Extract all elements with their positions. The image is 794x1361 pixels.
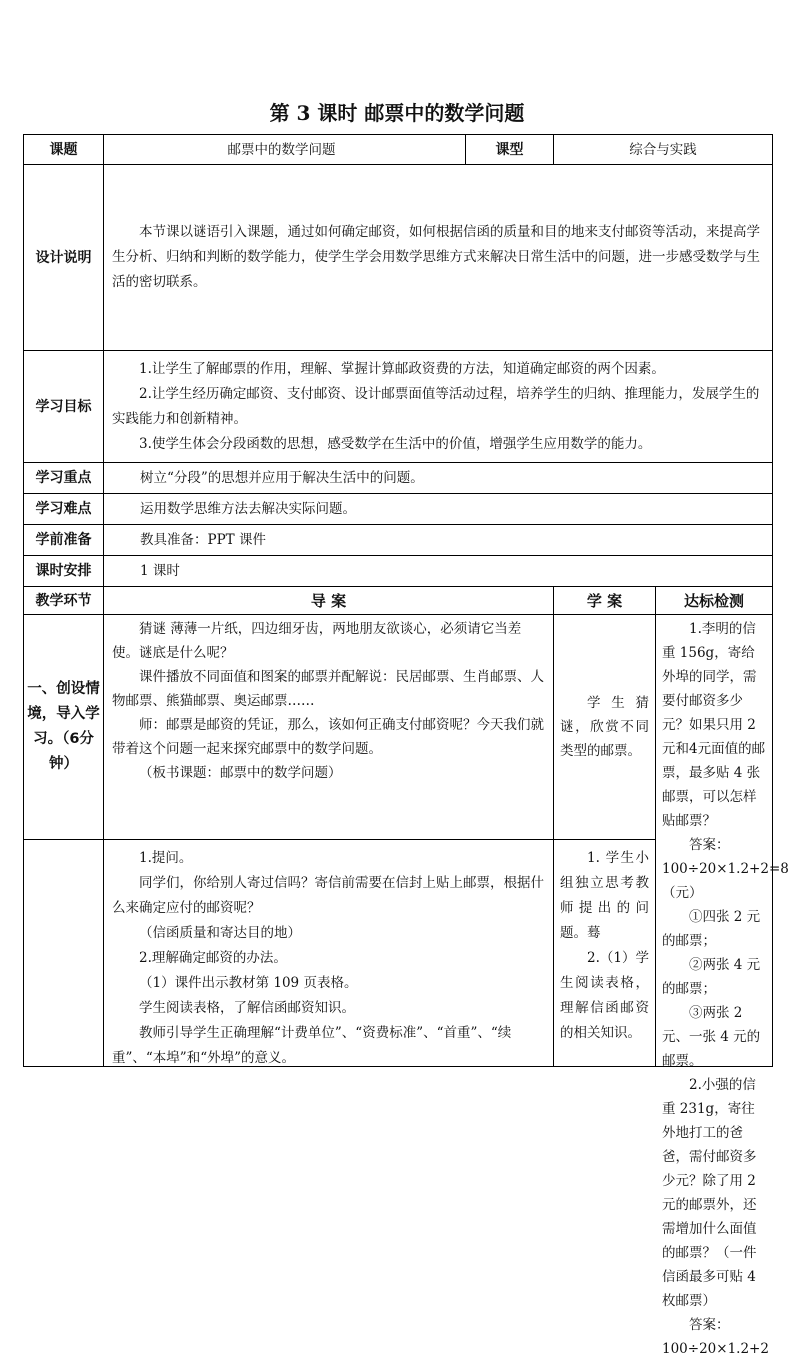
section-2-guide-p7: 教师引导学生正确理解“计费单位”、“资费标准”、“首重”、“续重”、“本埠”和“外埠”的意义。 bbox=[112, 1025, 512, 1066]
prep-label: 学前准备 bbox=[24, 525, 104, 556]
section-1-study: 学生猜谜，欣赏不同类型的邮票。 bbox=[560, 695, 649, 759]
design-label: 设计说明 bbox=[24, 165, 104, 351]
design-row bbox=[24, 165, 773, 351]
difficulty-text: 运用数学思维方法去解决实际问题。 bbox=[104, 494, 773, 525]
lesson-label: 课题 bbox=[24, 135, 104, 165]
check-cell bbox=[656, 615, 789, 1357]
difficulty-label: 学习难点 bbox=[24, 494, 104, 525]
section-2-study-p2: 2.（1）学生阅读表格，理解信函邮资的相关知识。 bbox=[560, 950, 649, 1041]
schedule-text: 1 课时 bbox=[104, 556, 773, 587]
study-column-header: 学 案 bbox=[554, 587, 656, 615]
section-2-guide bbox=[104, 840, 554, 1067]
key-point-text: 树立“分段”的思想并应用于解决生活中的问题。 bbox=[104, 463, 773, 494]
section-1-guide-p3: 师：邮票是邮资的凭证，那么，该如何正确支付邮资呢？今天我们就带着这个问题一起来探究邮票中的数学问题。 bbox=[112, 717, 544, 757]
section-2-guide-p5: （1）课件出示教材第 109 页表格。 bbox=[139, 975, 358, 991]
lesson-plan-grid bbox=[23, 134, 789, 1357]
type-value: 综合与实践 bbox=[554, 135, 773, 165]
key-point-label: 学习重点 bbox=[24, 463, 104, 494]
section-1-row bbox=[24, 615, 773, 840]
section-2-study-p1: 1. 学生小组独立思考教师提出的问题。蓦 bbox=[560, 850, 649, 941]
section-1-guide-p2: 课件播放不同面值和图案的邮票并配解说：民居邮票、生肖邮票、人物邮票、熊猫邮票、奥运邮票…… bbox=[112, 669, 544, 709]
prep-text: 教具准备：PPT 课件 bbox=[104, 525, 773, 556]
column-header-row bbox=[24, 587, 773, 615]
header-row bbox=[24, 135, 773, 165]
section-2-guide-p6: 学生阅读表格，了解信函邮资知识。 bbox=[139, 1000, 355, 1016]
prep-row bbox=[24, 525, 773, 556]
section-1-guide bbox=[104, 615, 554, 840]
check-column-header: 达标检测 bbox=[656, 587, 773, 615]
goal-item-3: 3.使学生体会分段函数的思想，感受数学在生活中的价值，增强学生应用数学的能力。 bbox=[139, 435, 652, 452]
lesson-plan-table bbox=[23, 134, 789, 1357]
check-q1: 1.李明的信重 156g，寄给外埠的同学，需要付邮资多少元？如果只用 2元和4元面值的邮票，最多贴 4 张邮票，可以怎样贴邮票？ bbox=[662, 621, 766, 829]
section-1-stage: 一、创设情境，导入学习。（6分钟） bbox=[24, 615, 104, 840]
schedule-row bbox=[24, 556, 773, 587]
difficulty-row bbox=[24, 494, 773, 525]
section-2-guide-p3: （信函质量和寄达目的地） bbox=[139, 925, 301, 941]
key-point-row bbox=[24, 463, 773, 494]
stage-column-header: 教学环节 bbox=[24, 587, 104, 615]
type-label: 课型 bbox=[466, 135, 554, 165]
guide-column-header: 导 案 bbox=[104, 587, 554, 615]
section-1-study-cell bbox=[554, 615, 656, 840]
schedule-label: 课时安排 bbox=[24, 556, 104, 587]
check-a1: 答案：100÷20×1.2+2=8（元） bbox=[662, 837, 789, 901]
section-2-guide-p2: 同学们，你给别人寄过信吗？寄信前需要在信封上贴上邮票，根据什么来确定应付的邮资呢？ bbox=[112, 875, 544, 916]
section-1-guide-p4: （板书课题：邮票中的数学问题） bbox=[139, 765, 342, 781]
section-1-guide-p1: 猜谜 薄薄一片纸，四边细牙齿，两地朋友欲谈心，必须请它当差使。谜底是什么呢？ bbox=[112, 621, 522, 661]
goals-cell bbox=[104, 351, 773, 463]
section-2-study bbox=[554, 840, 656, 1067]
goals-row bbox=[24, 351, 773, 463]
section-2-guide-p1: 1.提问。 bbox=[139, 850, 193, 866]
goal-item-2: 2.让学生经历确定邮资、支付邮资、设计邮票面值等活动过程，培养学生的归纳、推理能力，发展学生的实践能力和创新精神。 bbox=[112, 385, 760, 427]
goal-item-1: 1.让学生了解邮票的作用，理解、掌握计算邮政资费的方法，知道确定邮资的两个因素。 bbox=[139, 360, 665, 377]
goals-label: 学习目标 bbox=[24, 351, 104, 463]
design-cell bbox=[104, 165, 773, 351]
check-a2: 答案：100÷20×1.2+2 bbox=[662, 1317, 769, 1357]
lesson-value: 邮票中的数学问题 bbox=[104, 135, 466, 165]
section-2-stage bbox=[24, 840, 104, 1067]
check-a1-opt3: ③两张 2 元、一张 4 元的邮票。 bbox=[662, 1005, 761, 1069]
section-2-guide-p4: 2.理解确定邮资的办法。 bbox=[139, 950, 287, 966]
page-title: 第 3 课时 邮票中的数学问题 bbox=[269, 101, 525, 125]
check-a1-opt2: ②两张 4 元的邮票； bbox=[662, 957, 761, 997]
check-a1-opt1: ①四张 2 元的邮票； bbox=[662, 909, 761, 949]
design-text: 本节课以谜语引入课题，通过如何确定邮资，如何根据信函的质量和目的地来支付邮资等活动，来提高学生分析、归纳和判断的数学能力，使学生学会用数学思维方式来解决日常生活中的问题，进一步感受数学与生活的密切联系。 bbox=[112, 224, 760, 290]
check-content bbox=[662, 617, 789, 1357]
check-q2: 2.小强的信重 231g，寄往外地打工的爸爸，需付邮资多少元？除了用 2 元的邮票外，还需增加什么面值的邮票？（一件信函最多可贴 4 枚邮票） bbox=[662, 1077, 757, 1309]
